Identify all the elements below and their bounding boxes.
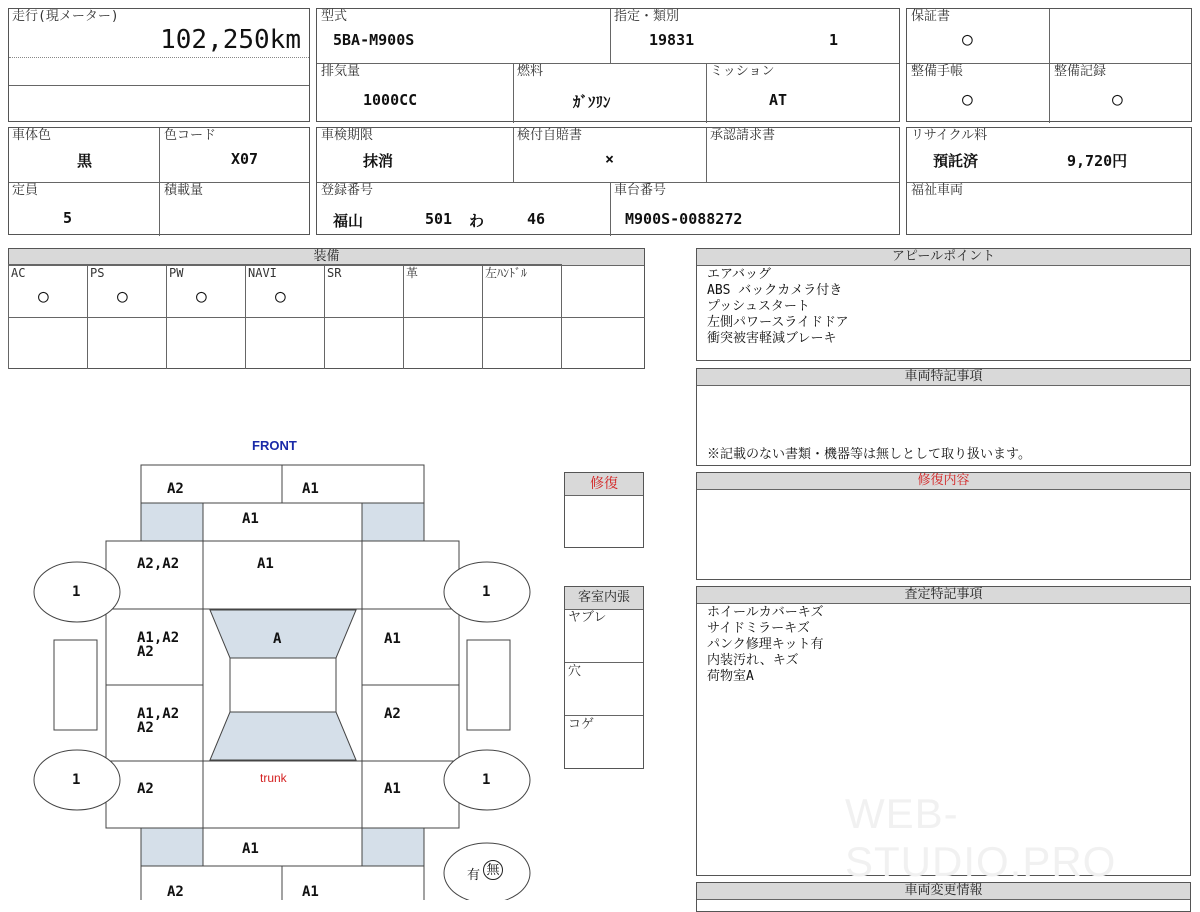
assessment-line: パンク修理キット有	[707, 637, 824, 652]
top-right-value: A1	[302, 481, 319, 497]
equipment-divider	[245, 264, 246, 369]
insurance-label: 検付自賠書	[517, 128, 583, 143]
model-label: 型式	[321, 9, 348, 24]
color-box	[8, 127, 310, 235]
spec-box	[316, 8, 900, 122]
car-diagram	[0, 430, 560, 900]
presence-no: 無	[483, 860, 503, 880]
inspection-label: 車検期限	[321, 128, 374, 143]
appeal-lines	[707, 267, 849, 347]
equipment-divider	[8, 264, 9, 369]
equipment-title: 装備	[9, 249, 644, 266]
equipment-label: 左ﾊﾝﾄﾞﾙ	[485, 266, 528, 280]
tailgate	[203, 828, 362, 866]
chassis-label: 車台番号	[614, 183, 667, 198]
capacity-value: 5	[63, 209, 73, 227]
recycle-amount: 9,720円	[1067, 152, 1128, 170]
mileage-value: 102,250km	[160, 25, 301, 55]
registration-box	[316, 127, 900, 235]
equipment-mark: ○	[275, 286, 286, 307]
top-left-value: A2	[167, 481, 184, 497]
appeal-line: エアバッグ	[707, 267, 771, 282]
designation-value-1: 19831	[649, 31, 695, 49]
right-mirror	[467, 640, 510, 730]
repair-box	[564, 472, 644, 548]
color-code-label: 色コード	[164, 128, 217, 143]
left-front-door-value-1: A1,A2	[137, 630, 180, 646]
color-code-value: X07	[231, 150, 259, 168]
capacity-label: 定員	[12, 183, 39, 198]
equipment-divider	[166, 264, 167, 369]
appeal-box	[696, 248, 1191, 361]
tailgate-value: A1	[242, 841, 259, 857]
equipment-label: NAVI	[248, 266, 277, 280]
equipment-label: AC	[11, 266, 26, 280]
left-rear-corner	[141, 828, 203, 866]
registration-class: 501	[425, 210, 453, 228]
fuel-label: 燃料	[517, 64, 544, 79]
insurance-value: ×	[605, 150, 615, 168]
fuel-value: ｶﾞｿﾘﾝ	[573, 93, 611, 111]
left-rear-quarter-value: A2	[137, 781, 154, 797]
change-info-box	[696, 882, 1191, 912]
vehicle-notes-box	[696, 368, 1191, 466]
load-label: 積載量	[164, 183, 204, 198]
tire-rr-value: 1	[482, 772, 491, 788]
right-front-door	[362, 609, 459, 685]
displacement-label: 排気量	[321, 64, 361, 79]
hood-value: A1	[242, 511, 259, 527]
right-front-door-value: A1	[384, 631, 401, 647]
vehicle-notes-text: ※記載のない書類・機器等は無しとして取り扱います。	[707, 447, 1031, 462]
registration-area: 福山	[333, 212, 364, 230]
right-rear-quarter	[362, 761, 459, 828]
assessment-lines	[707, 605, 823, 685]
left-front-corner	[141, 503, 203, 541]
recycle-box	[906, 127, 1192, 235]
trunk-label: trunk	[260, 771, 287, 785]
left-front-door-value-2: A2	[137, 644, 154, 660]
tire-rl-value: 1	[72, 772, 81, 788]
left-rear-door-value-2: A2	[137, 720, 154, 736]
mission-value: AT	[769, 91, 788, 109]
front-center-value: A1	[257, 556, 274, 572]
mileage-divider	[9, 57, 309, 58]
left-rear-door-value-1: A1,A2	[137, 706, 180, 722]
mileage-box	[8, 8, 310, 122]
assessment-title: 査定特記事項	[697, 587, 1190, 604]
interior-row-burn: コゲ	[568, 717, 595, 732]
mileage-sep	[9, 85, 309, 86]
designation-value-2: 1	[829, 31, 839, 49]
presence-yes: 有	[467, 868, 481, 883]
appeal-line: 衝突被害軽減ブレーキ	[707, 331, 837, 346]
appeal-line: プッシュスタート	[707, 299, 810, 314]
body-color-value: 黒	[77, 152, 93, 170]
vehicle-notes-title: 車両特記事項	[697, 369, 1190, 386]
registration-kana: わ	[469, 212, 485, 230]
equipment-mark: ○	[117, 286, 128, 307]
interior-box	[564, 586, 644, 769]
front-label: FRONT	[252, 438, 297, 453]
interior-row-tear: ヤブレ	[568, 610, 607, 625]
maint-book-mark: ○	[962, 89, 973, 110]
maint-record-mark: ○	[1112, 89, 1123, 110]
recycle-status: 預託済	[933, 152, 979, 170]
hood	[203, 503, 362, 541]
warranty-mark: ○	[962, 29, 973, 50]
front-left-fender-value: A2,A2	[137, 556, 180, 572]
change-info-title: 車両変更情報	[697, 883, 1190, 900]
left-mirror	[54, 640, 97, 730]
appeal-line: ABS バックカメラ付き	[707, 283, 843, 298]
right-rear-quarter-value: A1	[384, 781, 401, 797]
registration-number: 46	[527, 210, 546, 228]
equipment-row-top	[8, 264, 562, 265]
maint-record-label: 整備記録	[1054, 64, 1107, 79]
inspection-value: 抹消	[363, 152, 394, 170]
mission-label: ミッション	[710, 64, 775, 79]
equipment-divider	[482, 264, 483, 369]
left-front-door	[106, 609, 203, 685]
assessment-line: サイドミラーキズ	[707, 621, 810, 636]
equipment-label: PW	[169, 266, 184, 280]
interior-title: 客室内張	[565, 587, 643, 610]
right-rear-door-value: A2	[384, 706, 401, 722]
equipment-divider	[561, 264, 562, 369]
assessment-line: 荷物室A	[707, 669, 754, 684]
windshield-value: A	[273, 631, 282, 647]
designation-label: 指定・類別	[614, 9, 680, 24]
recycle-label: リサイクル料	[911, 128, 988, 143]
displacement-value: 1000CC	[363, 91, 418, 109]
equipment-label: SR	[327, 266, 342, 280]
registration-label: 登録番号	[321, 183, 374, 198]
tire-fl-value: 1	[72, 584, 81, 600]
front-section	[106, 541, 459, 609]
mileage-label: 走行(現メーター)	[12, 9, 119, 24]
equipment-label: PS	[90, 266, 105, 280]
repair-content-title: 修復内容	[697, 473, 1190, 490]
rear-window	[210, 712, 356, 760]
interior-row-hole: 穴	[568, 664, 582, 679]
equipment-divider	[324, 264, 325, 369]
equipment-mark: ○	[196, 286, 207, 307]
equipment-divider	[87, 264, 88, 369]
maint-book-label: 整備手帳	[911, 64, 964, 79]
warranty-label: 保証書	[911, 9, 951, 24]
equipment-label: 革	[406, 266, 419, 280]
right-rear-door	[362, 685, 459, 761]
model-value: 5BA-M900S	[333, 31, 415, 49]
equipment-divider	[403, 264, 404, 369]
windshield	[210, 610, 356, 658]
bottom-left-value: A2	[167, 884, 184, 900]
left-rear-door	[106, 685, 203, 761]
right-front-corner	[362, 503, 424, 541]
watermark: WEB-STUDIO.PRO	[845, 790, 1117, 885]
equipment-mark: ○	[38, 286, 49, 307]
assessment-line: 内装汚れ、キズ	[707, 653, 799, 668]
docs-box	[906, 8, 1192, 122]
bottom-right-value: A1	[302, 884, 319, 900]
tire-fr-value: 1	[482, 584, 491, 600]
welfare-label: 福祉車両	[911, 183, 964, 198]
approval-label: 承認請求書	[710, 128, 776, 143]
right-rear-corner	[362, 828, 424, 866]
assessment-line: ホイールカバーキズ	[707, 605, 824, 620]
repair-content-box	[696, 472, 1191, 580]
appeal-line: 左側パワースライドドア	[707, 315, 849, 330]
body-color-label: 車体色	[12, 128, 52, 143]
appeal-title: アピールポイント	[697, 249, 1190, 266]
roof	[230, 658, 336, 712]
repair-box-title: 修復	[565, 473, 643, 496]
left-rear-quarter	[106, 761, 203, 828]
chassis-value: M900S-0088272	[625, 210, 743, 228]
